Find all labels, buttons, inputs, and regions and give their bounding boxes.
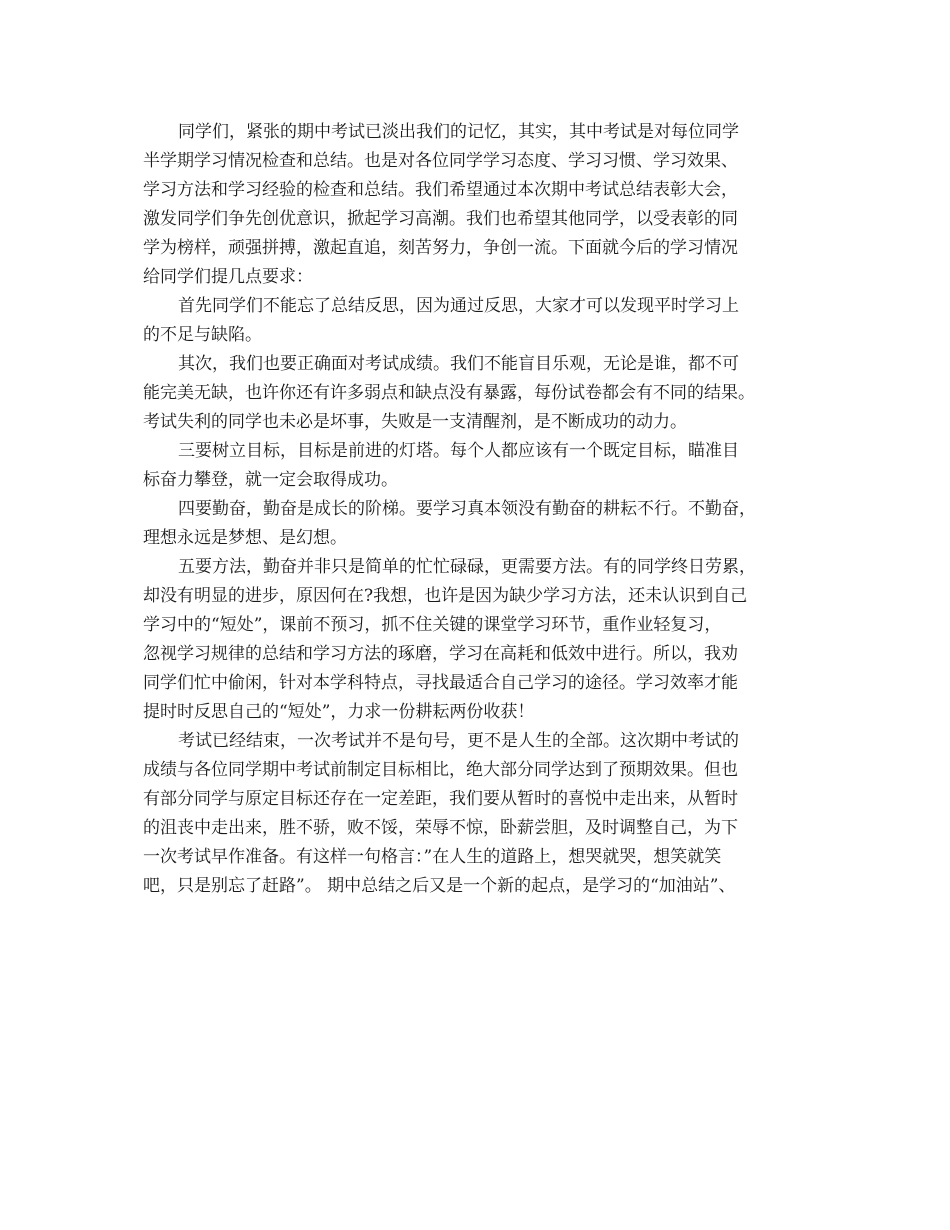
text-line: 一次考试早作准备。有这样一句格言：”在人生的道路上，想哭就哭，想笑就笑 [143,847,722,867]
text-line: 五要方法，勤奋并非只是简单的忙忙碌碌，更需要方法。有的同学终日劳累， [178,557,756,577]
text-line: 其次，我们也要正确面对考试成绩。我们不能盲目乐观，无论是谁，都不可 [178,354,739,374]
text-line: 首先同学们不能忘了总结反思，因为通过反思，大家才可以发现平时学习上 [178,296,739,316]
text-line: 吧，只是别忘了赶路”。 期中总结之后又是一个新的起点，是学习的“加油站”、 [143,876,736,896]
text-line: 给同学们提几点要求： [143,267,313,287]
text-line: 理想永远是梦想、是幻想。 [143,528,347,548]
document-body [143,118,823,901]
text-line: 提时时反思自己的“短处”，力求一份耕耘两份收获！ [143,702,535,722]
text-line: 三要树立目标，目标是前进的灯塔。每个人都应该有一个既定目标，瞄准目 [178,441,739,461]
text-line: 却没有明显的进步，原因何在?我想，也许是因为缺少学习方法，还未认识到自己 [143,586,748,606]
text-line: 四要勤奋，勤奋是成长的阶梯。要学习真本领没有勤奋的耕耘不行。不勤奋， [178,499,756,519]
text-line: 标奋力攀登，就一定会取得成功。 [143,470,398,490]
text-line: 有部分同学与原定目标还存在一定差距，我们要从暂时的喜悦中走出来，从暂时 [143,789,738,809]
text-line: 同学们忙中偷闲，针对本学科特点，寻找最适合自己学习的途径。学习效率才能 [143,673,738,693]
text-line: 考试失利的同学也未必是坏事，失败是一支清醒剂，是不断成功的动力。 [143,412,687,432]
text-line: 考试已经结束，一次考试并不是句号，更不是人生的全部。这次期中考试的 [178,731,739,751]
text-line: 的不足与缺陷。 [143,325,262,345]
text-line: 激发同学们争先创优意识，掀起学习高潮。我们也希望其他同学，以受表彰的同 [143,209,738,229]
text-line: 半学期学习情况检查和总结。也是对各位同学学习态度、学习习惯、学习效果、 [143,151,738,171]
text-line: 同学们，紧张的期中考试已淡出我们的记忆，其实，其中考试是对每位同学 [178,122,739,142]
text-line: 成绩与各位同学期中考试前制定目标相比，绝大部分同学达到了预期效果。但也 [143,760,738,780]
text-line: 忽视学习规律的总结和学习方法的琢磨，学习在高耗和低效中进行。所以，我劝 [143,644,738,664]
text-line: 学习中的“短处”，课前不预习，抓不住关键的课堂学习环节，重作业轻复习， [143,615,722,635]
text-line: 学习方法和学习经验的检查和总结。我们希望通过本次期中考试总结表彰大会， [143,180,738,200]
text-line: 能完美无缺，也许你还有许多弱点和缺点没有暴露，每份试卷都会有不同的结果。 [143,383,755,403]
text-line: 的沮丧中走出来，胜不骄，败不馁，荣辱不惊，卧薪尝胆，及时调整自己，为下 [143,818,738,838]
text-line: 学为榜样，顽强拼搏，激起直追，刻苦努力，争创一流。下面就今后的学习情况 [143,238,738,258]
